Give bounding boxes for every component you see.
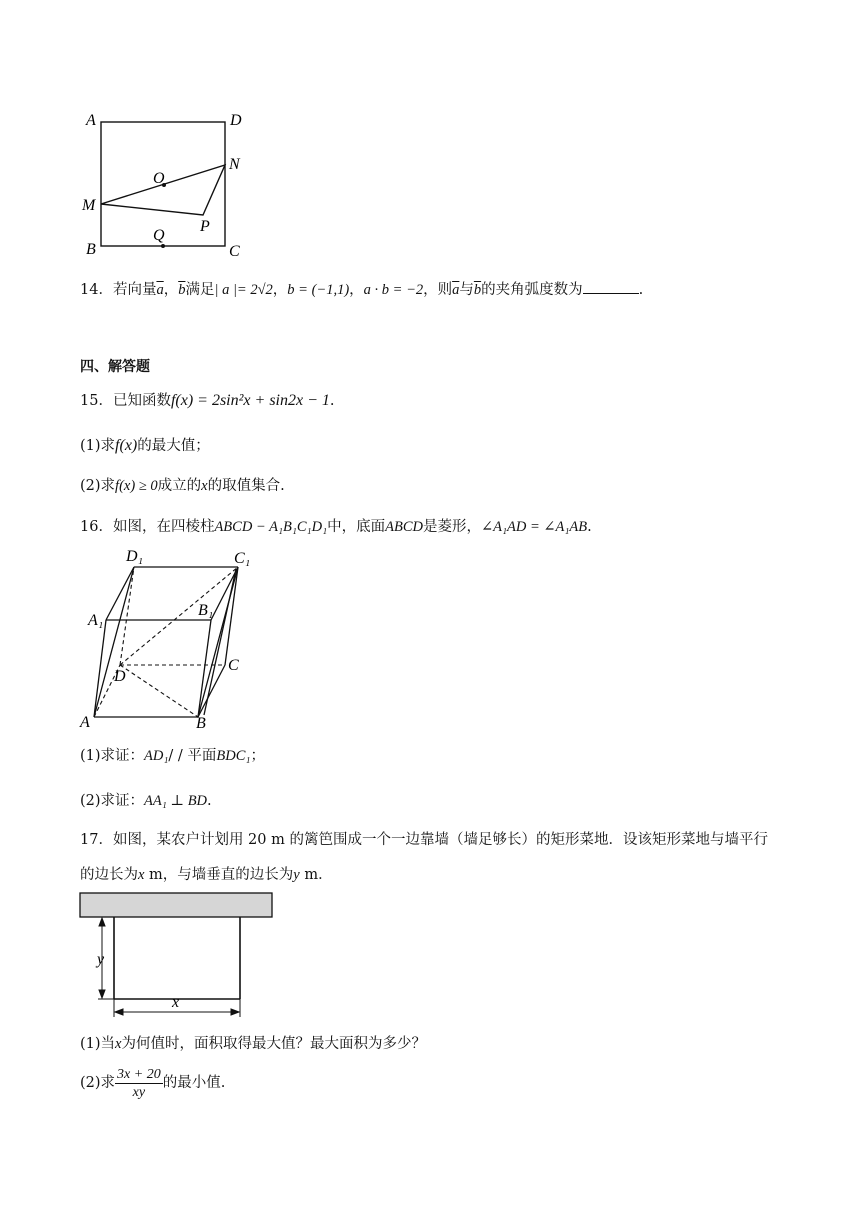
q17-part1 bbox=[80, 1034, 426, 1054]
q14-vec-b-2: $\overline{b}$ bbox=[473, 282, 482, 298]
question-15 bbox=[80, 391, 335, 411]
q14-answer-blank[interactable] bbox=[583, 279, 639, 294]
q17-line1: 如图，某农户计划用 20 m 的篱笆围成一个一边靠墙（墙足够长）的矩形菜地．设该矩形菜地与墙平行 bbox=[112, 832, 768, 848]
q17-fraction-denominator: xy bbox=[132, 1084, 146, 1100]
q15-p1-text: 的最大值； bbox=[137, 438, 210, 454]
q15-p1-label: (1)求 bbox=[80, 438, 116, 454]
label-b: B bbox=[196, 715, 206, 732]
question-16 bbox=[80, 517, 592, 537]
label-b: B bbox=[86, 241, 96, 258]
q15-part2 bbox=[80, 476, 285, 496]
garden-y-label: y bbox=[97, 951, 105, 968]
q14-vec-b: $\overline{b}$ bbox=[178, 282, 186, 298]
q14-end: . bbox=[638, 282, 644, 298]
q14-sep: ， bbox=[163, 282, 179, 298]
question-17-line1 bbox=[80, 830, 768, 850]
square-figure bbox=[78, 108, 258, 263]
q17-number: 17． bbox=[80, 832, 113, 848]
q16-part1 bbox=[80, 746, 265, 766]
q14-text-d: 与 bbox=[459, 282, 474, 298]
label-p: P bbox=[200, 218, 210, 235]
q15-p2-label: (2)求 bbox=[80, 478, 116, 494]
label-d: D bbox=[230, 112, 242, 129]
q14-text-c: ，则 bbox=[423, 282, 453, 298]
q16-p1-end: ； bbox=[250, 748, 265, 764]
q16-stem1: 如图，在四棱柱 bbox=[112, 519, 215, 535]
label-d: D bbox=[114, 668, 126, 685]
prism-figure bbox=[78, 545, 268, 735]
q14-cond2: b = (−1,1) bbox=[287, 282, 350, 298]
label-a: A bbox=[86, 112, 96, 129]
label-b1: B₁ bbox=[198, 602, 214, 619]
q14-vec-a: $\overline{a}$ bbox=[156, 282, 164, 298]
q17-line2-c: m． bbox=[299, 867, 333, 883]
q14-cond3: a · b = −2 bbox=[363, 282, 424, 298]
label-q: Q bbox=[153, 227, 165, 244]
label-d1: D₁ bbox=[126, 548, 144, 565]
q17-part2 bbox=[80, 1064, 225, 1102]
label-c: C bbox=[228, 657, 239, 674]
q16-stem3: 是菱形， bbox=[422, 519, 481, 535]
label-c1: C₁ bbox=[234, 550, 251, 567]
label-c: C bbox=[229, 243, 240, 260]
q17-line2-x: x bbox=[138, 867, 145, 883]
q15-stem-end: . bbox=[329, 393, 335, 409]
q17-p2-text: 的最小值. bbox=[162, 1075, 226, 1091]
q14-cond1: | a |= 2√2 bbox=[214, 282, 273, 298]
q16-p1-a: AD₁ bbox=[144, 748, 169, 764]
q16-prism: ABCD − A₁B₁C₁D₁ bbox=[214, 519, 328, 535]
q15-p2-x: x bbox=[201, 478, 208, 494]
q15-p2-text1: 成立的 bbox=[157, 478, 202, 494]
label-a: A bbox=[80, 714, 90, 731]
q16-p2-end: . bbox=[207, 793, 212, 809]
q17-p2-label: (2)求 bbox=[80, 1075, 116, 1091]
q14-vec-a-2: $\overline{a}$ bbox=[452, 282, 460, 298]
q16-p1-label: (1)求证： bbox=[80, 748, 145, 764]
q16-base: ABCD bbox=[385, 519, 423, 535]
q15-formula: f(x) = 2sin²x + sin2x − 1 bbox=[170, 392, 330, 409]
q15-p2-cond: f(x) ≥ 0 bbox=[115, 478, 158, 494]
q14-text-a: 若向量 bbox=[112, 282, 157, 298]
q16-p2-expr: AA₁ ⊥ BD bbox=[144, 793, 208, 809]
q15-number: 15． bbox=[80, 393, 113, 409]
q14-text-b: 满足 bbox=[185, 282, 215, 298]
wall bbox=[80, 893, 272, 917]
q16-stem-end: . bbox=[587, 519, 592, 535]
q16-part2 bbox=[80, 791, 212, 811]
point-q bbox=[161, 244, 165, 248]
garden-figure bbox=[78, 891, 278, 1023]
q17-p1-label: (1)当 bbox=[80, 1036, 116, 1052]
q15-p1-fx: f(x) bbox=[115, 437, 138, 454]
q15-p2-text2: 的取值集合. bbox=[207, 478, 285, 494]
q16-angle: ∠A₁AD = ∠A₁AB bbox=[480, 519, 588, 535]
label-m: M bbox=[82, 197, 96, 214]
q16-number: 16． bbox=[80, 519, 113, 535]
q17-line2-y: y bbox=[293, 867, 300, 883]
q15-part1 bbox=[80, 436, 210, 456]
section-title: 四、解答题 bbox=[80, 359, 150, 375]
q17-line2-b: m，与墙垂直的边长为 bbox=[144, 867, 294, 883]
q14-number: 14． bbox=[80, 282, 113, 298]
q16-p2-label: (2)求证： bbox=[80, 793, 145, 809]
q17-p1-text: 为何值时，面积取得最大值？最大面积为多少？ bbox=[121, 1036, 426, 1052]
q14-text-e: 的夹角弧度数为 bbox=[481, 282, 583, 298]
q17-fraction bbox=[115, 1066, 163, 1101]
q17-line2-a: 的边长为 bbox=[80, 867, 138, 883]
q16-stem2: 中，底面 bbox=[327, 519, 386, 535]
garden-x-label: x bbox=[172, 994, 180, 1011]
label-o: O bbox=[153, 170, 165, 187]
q17-p1-x: x bbox=[115, 1036, 122, 1052]
label-a1: A₁ bbox=[88, 612, 104, 629]
q17-fraction-numerator: 3x + 20 bbox=[117, 1066, 161, 1082]
label-n: N bbox=[229, 156, 240, 173]
question-14: 14．若向量$\overline{a}$，$\overline{b}$满足| a |= 2√2，b = (−1,1)，a · b = −2，则$\overline{a}$与$\overline{b}$的夹角弧度数为 . bbox=[80, 279, 643, 300]
q16-p1-mid: / / 平面 bbox=[168, 748, 217, 764]
q16-p1-b: BDC₁ bbox=[216, 748, 251, 764]
question-17-line2 bbox=[80, 865, 333, 885]
q15-stem: 已知函数 bbox=[112, 393, 171, 409]
